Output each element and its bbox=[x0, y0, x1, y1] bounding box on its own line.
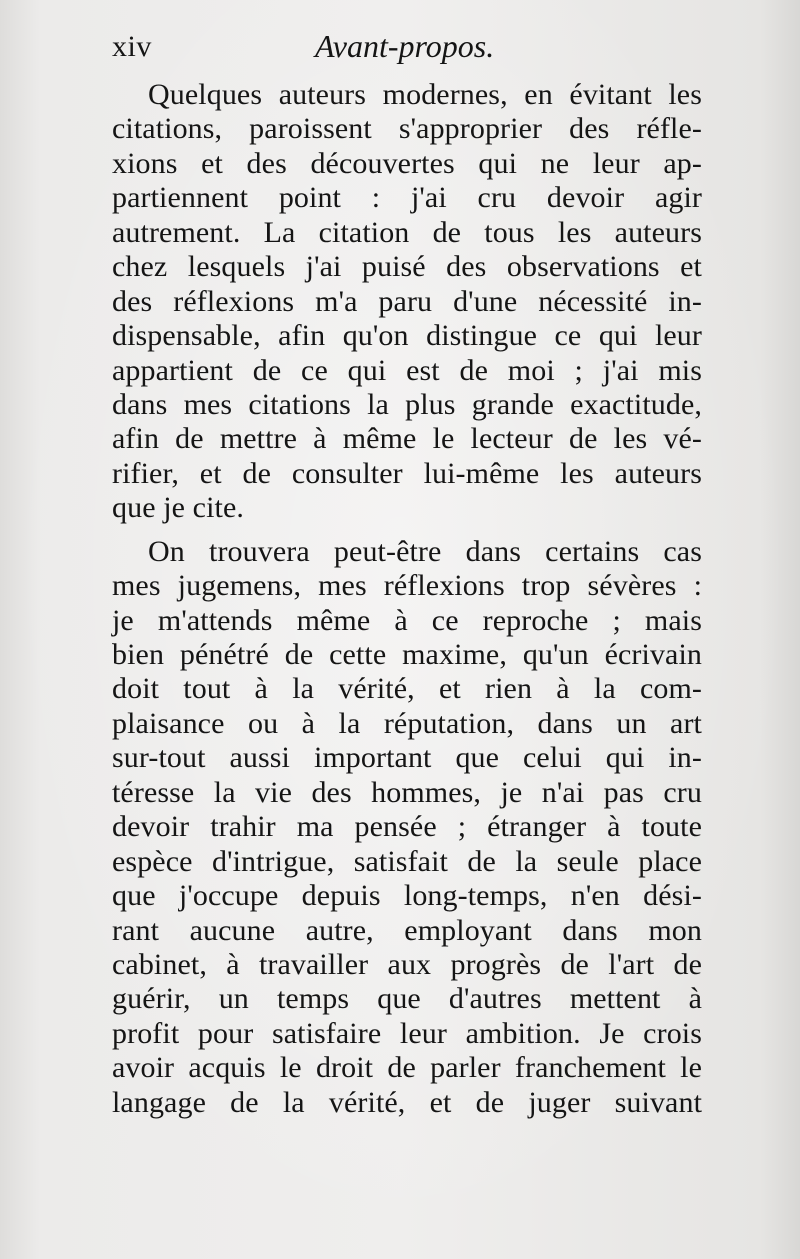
text-line: partiennent point : j'ai cru devoir agir bbox=[112, 181, 702, 215]
text-line: que j'occupe depuis long-temps, n'en dési- bbox=[112, 879, 702, 913]
text-line: que je cite. bbox=[112, 491, 244, 525]
text-line: cabinet, à travailler aux progrès de l'art de bbox=[112, 947, 702, 981]
text-line: Quelques auteurs modernes, en évitant les bbox=[148, 78, 702, 111]
paragraph bbox=[112, 535, 702, 1120]
text-line: mes jugemens, mes réflexions trop sévères : bbox=[112, 569, 702, 603]
text-line: autrement. La citation de tous les auteurs bbox=[112, 215, 702, 249]
text-line: afin de mettre à même le lecteur de les vé- bbox=[112, 422, 702, 456]
text-line: bien pénétré de cette maxime, qu'un écrivain bbox=[112, 638, 702, 671]
text-line: dispensable, afin qu'on distingue ce qui leur bbox=[112, 319, 702, 353]
text-line: xions et des découvertes qui ne leur ap- bbox=[112, 146, 702, 180]
text-line: des réflexions m'a paru d'une nécessité in- bbox=[112, 284, 702, 318]
text-line: téresse la vie des hommes, je n'ai pas cru bbox=[112, 775, 702, 809]
text-line: je m'attends même à ce reproche ; mais bbox=[112, 603, 702, 637]
text-line: rifier, et de consulter lui-même les auteurs bbox=[112, 456, 702, 490]
text-line: espèce d'intrigue, satisfait de la seule place bbox=[112, 844, 702, 878]
text-line: doit tout à la vérité, et rien à la com- bbox=[112, 672, 702, 706]
text-line: sur-tout aussi important que celui qui in- bbox=[112, 741, 702, 775]
text-line: profit pour satisfaire leur ambition. Je crois bbox=[112, 1016, 702, 1050]
text-line: plaisance ou à la réputation, dans un art bbox=[112, 706, 702, 740]
text-line: devoir trahir ma pensée ; étranger à toute bbox=[112, 810, 702, 844]
text-line: citations, paroissent s'approprier des réfle- bbox=[112, 112, 702, 146]
page-header bbox=[110, 28, 710, 72]
body-text bbox=[112, 78, 702, 1120]
text-line: rant aucune autre, employant dans mon bbox=[112, 913, 702, 947]
text-line: appartient de ce qui est de moi ; j'ai mis bbox=[112, 353, 702, 387]
text-line: chez lesquels j'ai puisé des observations et bbox=[112, 250, 702, 284]
page-number: xiv bbox=[112, 30, 152, 63]
text-line: On trouvera peut-être dans certains cas bbox=[148, 534, 702, 568]
running-head: Avant-propos. bbox=[315, 28, 495, 64]
text-line: guérir, un temps que d'autres mettent à bbox=[112, 982, 702, 1016]
text-line: langage de la vérité, et de juger suivant bbox=[112, 1085, 702, 1119]
paragraph bbox=[112, 78, 702, 526]
text-line: dans mes citations la plus grande exactitude, bbox=[112, 387, 702, 421]
text-line: avoir acquis le droit de parler franchement le bbox=[112, 1051, 702, 1085]
